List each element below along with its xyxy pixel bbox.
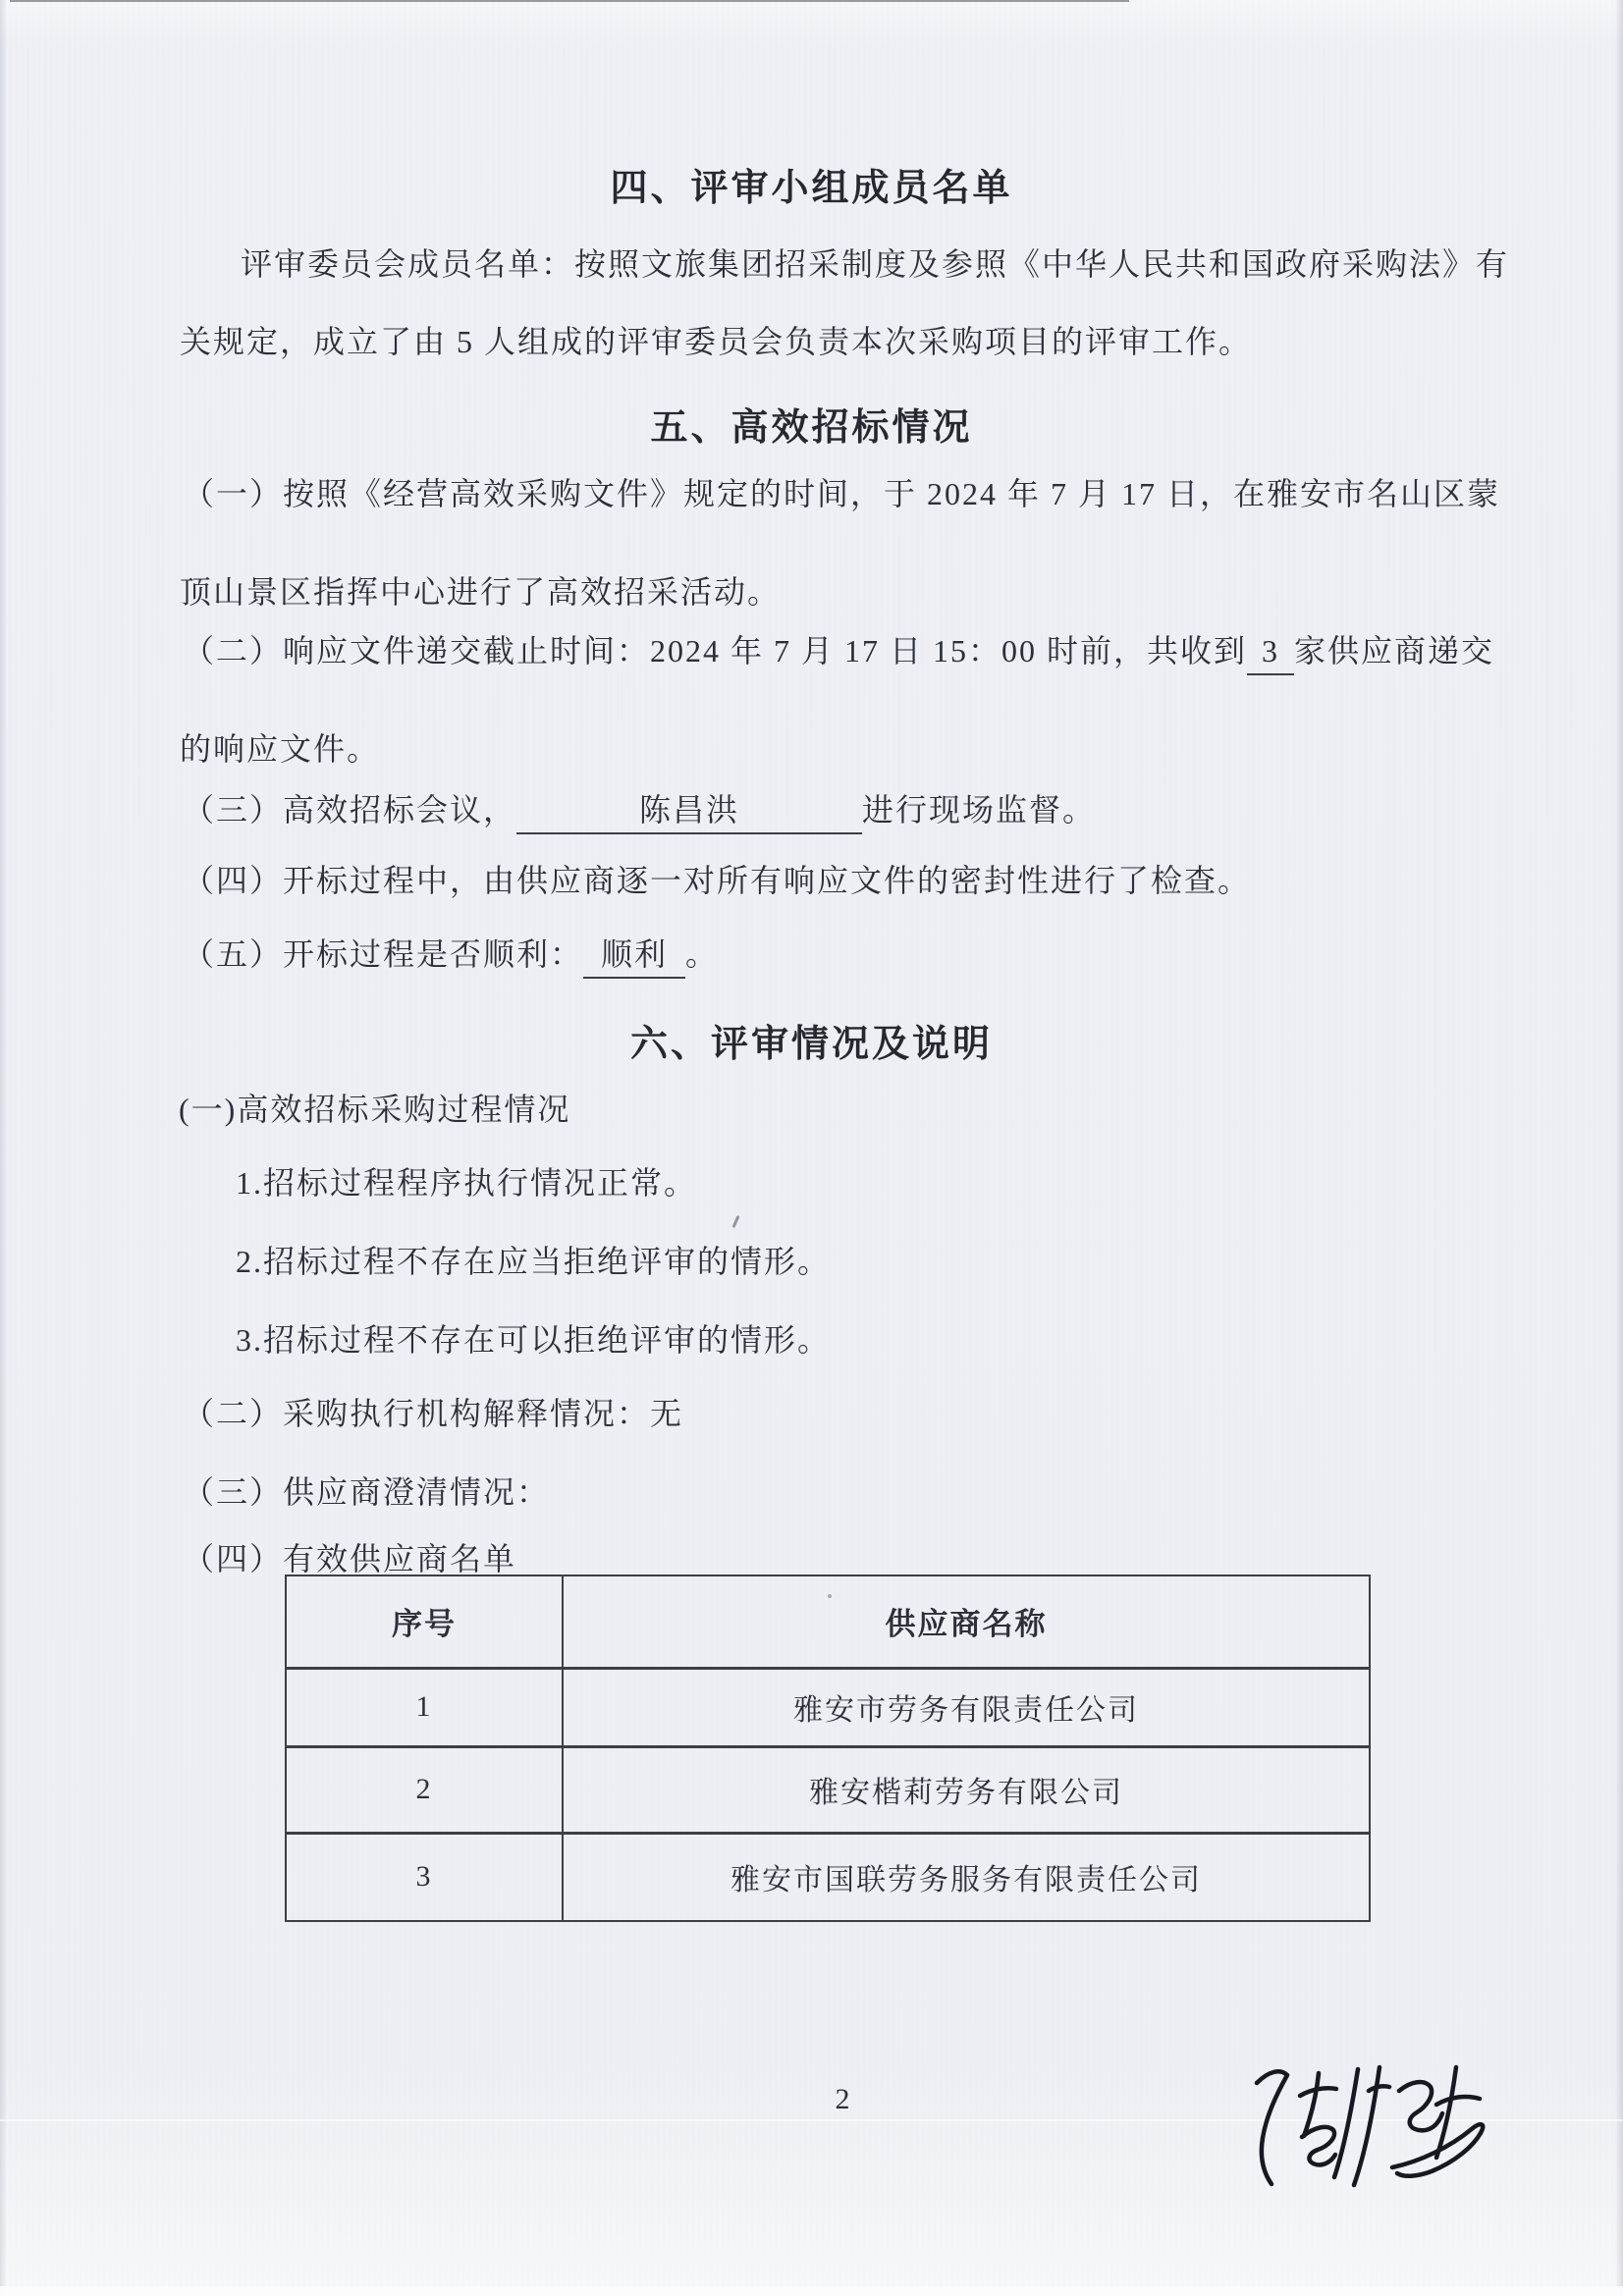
item-four-line: （四）开标过程中，由供应商逐一对所有响应文件的密封性进行了检查。	[183, 863, 1252, 898]
column-header-supplier-name: 供应商名称	[563, 1575, 1370, 1668]
valid-suppliers-table	[285, 1575, 1371, 1922]
table-header-row	[286, 1575, 1370, 1668]
section-six-sub3: 3.招标过程不存在可以拒绝评审的情形。	[236, 1322, 832, 1358]
item-two-line1	[183, 630, 1494, 675]
item-three-text-post: 进行现场监督。	[862, 792, 1097, 828]
section-four-heading: 四、评审小组成员名单	[610, 168, 1013, 209]
item-three-line	[183, 789, 1096, 834]
supplier-name-cell: 雅安市劳务有限责任公司	[563, 1668, 1370, 1746]
section-five-heading: 五、高效招标情况	[650, 407, 973, 449]
section-six-sub2: 2.招标过程不存在应当拒绝评审的情形。	[236, 1244, 832, 1279]
item-two-line2: 的响应文件。	[180, 731, 381, 767]
supplier-count-fill-in: 3	[1247, 630, 1294, 675]
section-six-item3: （三）供应商澄清情况：	[183, 1474, 551, 1510]
item-five-line	[183, 934, 719, 979]
handwritten-signature	[1243, 2052, 1502, 2209]
row-index-cell: 1	[286, 1668, 563, 1746]
row-index-cell: 2	[286, 1746, 563, 1833]
table-row	[286, 1668, 1370, 1746]
section-four-paragraph-line2: 关规定，成立了由 5 人组成的评审委员会负责本次采购项目的评审工作。	[180, 324, 1253, 359]
scan-left-edge-shadow	[0, 0, 7, 2296]
item-one-line1: （一）按照《经营高效采购文件》规定的时间，于 2024 年 7 月 17 日，在雅安市名山区蒙	[183, 476, 1501, 511]
supplier-name-cell: 雅安楷莉劳务有限公司	[563, 1746, 1370, 1833]
smooth-result-fill-in: 顺利	[583, 934, 685, 979]
supervisor-name-fill-in: 陈昌洪	[516, 789, 862, 834]
table-row	[286, 1833, 1370, 1921]
scan-right-edge-shadow	[1615, 0, 1623, 2296]
item-five-text-post: 。	[685, 936, 720, 972]
section-six-item4: （四）有效供应商名单	[183, 1541, 517, 1576]
section-six-sub1: 1.招标过程程序执行情况正常。	[236, 1165, 698, 1201]
scanner-edge-line	[10, 0, 1129, 2]
section-six-item1: (一)高效招标采购过程情况	[179, 1092, 571, 1127]
row-index-cell: 3	[286, 1833, 563, 1921]
table-row	[286, 1746, 1370, 1833]
section-four-paragraph-line1: 评审委员会成员名单：按照文旅集团招采制度及参照《中华人民共和国政府采购法》有	[241, 246, 1510, 282]
item-five-text-pre: （五）开标过程是否顺利：	[183, 936, 584, 972]
item-two-text-post: 家供应商递交	[1294, 633, 1495, 668]
scan-bottom-strip	[0, 2286, 1623, 2296]
supplier-name-cell: 雅安市国联劳务服务有限责任公司	[563, 1833, 1370, 1921]
column-header-index: 序号	[286, 1575, 563, 1668]
section-six-heading: 六、评审情况及说明	[629, 1024, 993, 1065]
section-six-item2: （二）采购执行机构解释情况：无	[183, 1396, 684, 1431]
item-two-text-pre: （二）响应文件递交截止时间：2024 年 7 月 17 日 15：00 时前，共收到	[183, 633, 1248, 668]
item-three-text-pre: （三）高效招标会议，	[183, 792, 517, 828]
item-one-line2: 顶山景区指挥中心进行了高效招采活动。	[180, 574, 782, 610]
scan-speck	[731, 1215, 739, 1228]
page-number: 2	[835, 2083, 850, 2115]
